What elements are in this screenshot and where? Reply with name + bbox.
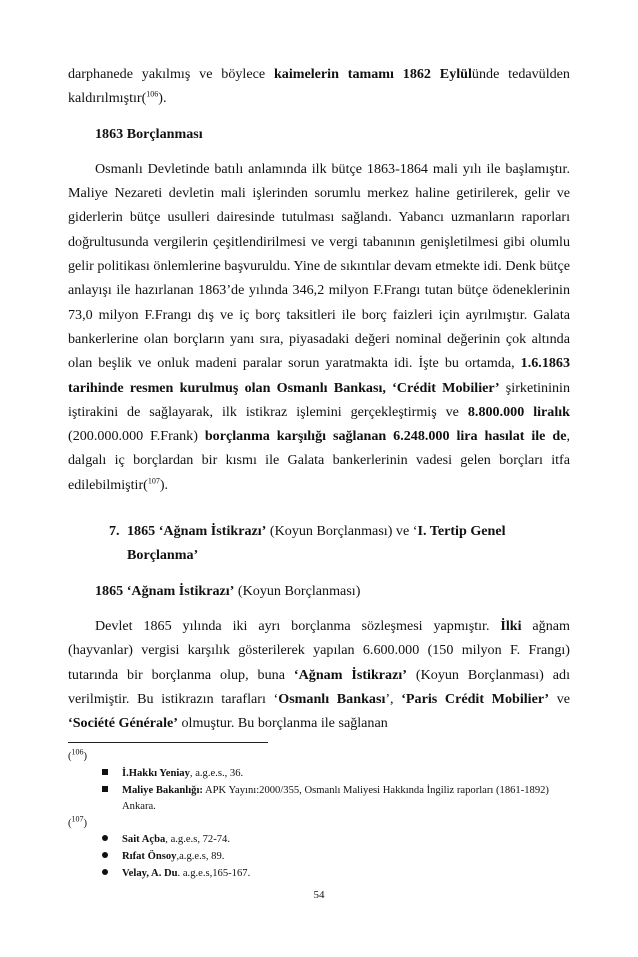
bold-text: İlki <box>500 617 522 634</box>
footnote-divider <box>68 742 268 743</box>
text-run: şirketininin iştirakini de sağlayarak, ilk istikraz işlemini gerçekleştirmiş ve <box>68 379 571 420</box>
bold-text: Osmanlı Bankası <box>278 690 386 707</box>
bold-text: ‘Société Générale’ <box>68 715 178 732</box>
text-run: , a.g.e.s, 72-74. <box>165 834 230 846</box>
square-bullet-icon <box>100 766 110 783</box>
bold-text: borçlanma karşılığı sağlanan 6.248.000 lira hasılat ile de <box>204 428 567 445</box>
text-run: ağnam (hayvanlar) vergisi karşılık gösterilerek yapılan 6.600.000 (150 milyon F. Frangı) tutarında bir borçlanma olup, buna <box>68 617 570 683</box>
paragraph-continuation <box>68 62 570 111</box>
bold-text: 1865 ‘Ağnam İstikrazı’ <box>95 582 235 599</box>
text-run: ve <box>549 690 571 707</box>
bold-text: İ.Hakkı Yeniay <box>122 768 190 780</box>
text-run: Devlet 1865 yılında iki ayrı borçlanma sözleşmesi yapmıştır. <box>95 617 501 634</box>
text-run: , dalgalı iç borçlardan bir kısmı ile Galata bankerlerinin vadesi gelen borçları itfa edilebilmiştir( <box>68 428 570 493</box>
footnote-label-106 <box>68 749 570 766</box>
footnote-item <box>68 849 570 866</box>
footnote-item <box>68 783 570 816</box>
subsection-heading-1865 <box>95 579 570 603</box>
text-run: ). <box>159 476 169 493</box>
paragraph-1865 <box>68 614 570 735</box>
text-run: ). <box>158 90 167 107</box>
bold-text: Maliye Bakanlığı: <box>122 784 203 796</box>
round-bullet-icon <box>100 849 110 866</box>
bold-text: Sait Açba <box>122 834 166 846</box>
bold-text: 1865 ‘Ağnam İstikrazı’ <box>127 523 267 540</box>
bold-text: ‘Ağnam İstikrazı’ <box>293 666 407 683</box>
bold-text: 8.800.000 liralık <box>467 403 570 420</box>
text-run: ,a.g.e.s, 89. <box>176 850 225 862</box>
text-run: Osmanlı Devletinde batılı anlamında ilk bütçe 1863-1864 mali yılı ile başlamıştır. Maliye Nezareti devletin mali işlerinden sorumlu merkez haline getirilerek, gelir ve giderlerin bütçe usulleri dairesinde tutulması sağlandı. Yabancı uzmanların raporları doğrultusunda vergilerin çeşitlendirilmesi ve vergi tabanının genişletilmesi gibi olumlu gelir politikası önlemlerine başvuruldu. Yine de sıkıntılar devam etmekte idi. Denk bütçe anlayışı ile hazırlanan 1863’de yılında 346,2 milyon F.Frangı tutan bütçe ödeneklerinin 73,0 milyon F.Frangı dış ve iç borç taksitleri ile borç faizleri için ayrılmıştır. Galata bankerlerine olan borçların yanı sıra, piyasadaki değeri nominal değerinin çok altında olan beşlik ve onluk madeni paralar sorun yaratmakta idi. İşte bu ortamda, <box>68 160 570 372</box>
round-bullet-icon <box>100 832 110 849</box>
footnote-list-106 <box>68 766 570 816</box>
text-run: olmuştur. Bu borçlanma ile sağlanan <box>177 715 388 732</box>
text-run: darphanede yakılmış ve böylece <box>68 66 274 82</box>
paren: ( <box>68 817 72 829</box>
bold-text: kaimelerin tamamı 1862 Eylül <box>273 66 472 82</box>
footnote-item <box>68 832 570 849</box>
paragraph-1863 <box>68 157 570 497</box>
numbered-section-heading <box>109 519 570 568</box>
footnote-number: 106 <box>71 747 84 757</box>
bold-text: ‘Paris Crédit Mobilier’ <box>401 690 550 707</box>
footnote-item <box>68 866 570 883</box>
text-run: (Koyun Borçlanması) adı verilmiştir. Bu istikrazın tarafları ‘ <box>68 666 571 707</box>
text-run: APK Yayını:2000/355, Osmanlı Maliyesi Hakkında İngiliz raporları (1861-1892) Ankara. <box>122 784 549 813</box>
section-number: 7. <box>109 523 120 540</box>
text-run: . a.g.e.s,165-167. <box>177 867 251 879</box>
bold-text: Rıfat Önsoy <box>122 850 177 862</box>
footnote-ref-106: 106 <box>146 89 159 99</box>
text-run: ’, <box>385 690 402 707</box>
text-run: ünde tedavülden kaldırılmıştır( <box>68 66 570 107</box>
text-run: , a.g.e.s., 36. <box>189 768 244 780</box>
paren: ( <box>68 751 72 763</box>
paren: ) <box>83 817 88 829</box>
footnote-number: 107 <box>71 814 84 824</box>
footnote-label-107 <box>68 816 570 833</box>
section-heading-1863: 1863 Borçlanması <box>95 125 203 142</box>
text-run: (Koyun Borçlanması) ve ‘ <box>266 523 418 540</box>
paren: ) <box>83 751 88 763</box>
bold-text: I. Tertip Genel Borçlanma’ <box>127 523 506 564</box>
page-body <box>68 62 570 882</box>
footnote-ref-107: 107 <box>147 476 160 486</box>
square-bullet-icon <box>100 783 110 800</box>
footnote-list-107 <box>68 832 570 882</box>
footnote-item <box>68 766 570 783</box>
text-run: (200.000.000 F.Frank) <box>68 428 205 445</box>
round-bullet-icon <box>100 866 110 883</box>
page-number: 54 <box>313 889 325 901</box>
bold-text: Velay, A. Du <box>122 867 178 879</box>
bold-text: 1.6.1863 tarihinde resmen kurulmuş olan Osmanlı Bankası, ‘Crédit Mobilier’ <box>68 355 570 396</box>
text-run: (Koyun Borçlanması) <box>234 582 361 599</box>
